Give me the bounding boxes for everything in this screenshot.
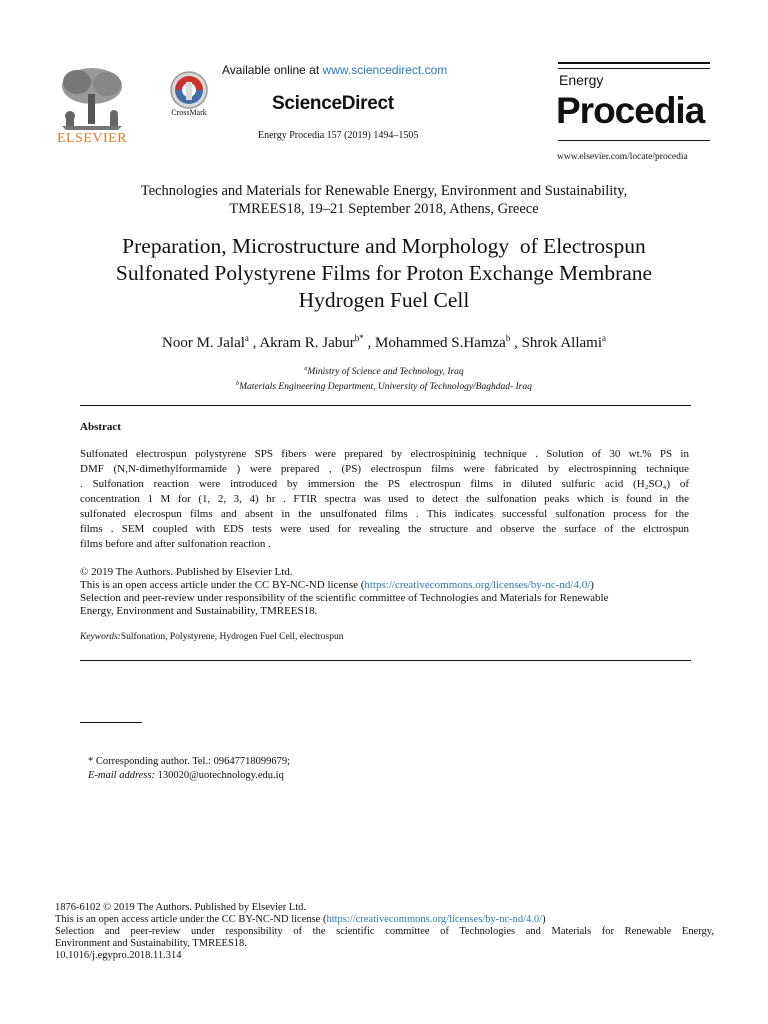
- corresponding-author: * Corresponding author. Tel.: 09647718099679;: [88, 756, 291, 767]
- affiliation-text: Ministry of Science and Technology, Iraq: [307, 367, 464, 378]
- peer-review-line-1: Selection and peer-review under responsibility of the scientific committee of Technologies and Materials for Renewable: [80, 592, 609, 604]
- author-affil-sup: a: [244, 333, 249, 343]
- bottom-license-line: [55, 914, 714, 926]
- conference-line-1: Technologies and Materials for Renewable Energy, Environment and Sustainability,: [140, 183, 628, 199]
- sciencedirect-link[interactable]: www.sciencedirect.com: [322, 63, 448, 77]
- sciencedirect-wordmark: ScienceDirect: [272, 93, 394, 114]
- title-line-2: Sulfonated Polystyrene Films for Proton Exchange Membrane: [115, 261, 653, 285]
- author-name: Shrok Allami: [521, 335, 602, 351]
- doi[interactable]: 10.1016/j.egypro.2018.11.314: [55, 950, 182, 961]
- abstract-line: concentration 1 M for (1, 2, 3, 4) hr . FTIR spectra was used to detect the sulfonation peaks which is found in the: [80, 493, 689, 505]
- peer-review-line-2: Energy, Environment and Sustainability, TMREES18.: [80, 605, 318, 617]
- abstract-heading: Abstract: [80, 421, 121, 433]
- bottom-peer-review-1: Selection and peer-review under responsibility of the scientific committee of Technologies and Materials for Renewable Energy,: [55, 926, 714, 937]
- author-name: Noor M. Jalal: [162, 335, 245, 351]
- affiliation-text: Materials Engineering Department, University of Technology/Baghdad- Iraq: [239, 382, 532, 393]
- keywords: [80, 632, 344, 642]
- affiliations: [40, 363, 728, 393]
- copyright-block: [80, 566, 691, 618]
- abstract-line: sulfonated elecrospun films and absent in the unsulfonated films . This indicates successful sulfonation process for the: [80, 508, 689, 520]
- abstract-line: Sulfonated electrospun polystyrene SPS fibers were prepared by electrospininig technique . Solution of 30 wt.% PS in: [80, 448, 689, 460]
- footnote-rule: [80, 722, 142, 723]
- author-sep: ,: [248, 335, 260, 351]
- title-line-1: Preparation, Microstructure and Morphology of Electrospun: [122, 234, 646, 258]
- journal-logo-procedia: Procedia: [556, 90, 705, 131]
- affiliation-b: [40, 378, 728, 393]
- abstract-line: . Sulfonation reaction were introduced by immersion the PS electrospun films in diluted sulfuric acid (H₂SO₄) of: [80, 478, 689, 490]
- journal-logo-rule-top-thin: [558, 68, 710, 69]
- footnote: [88, 755, 290, 783]
- license-line: [80, 579, 691, 592]
- paper-title: [40, 233, 728, 314]
- author-sep: ,: [510, 335, 522, 351]
- journal-logo-rule-top: [558, 62, 710, 64]
- license-suffix: ): [542, 914, 546, 925]
- available-prefix: Available online at: [222, 63, 323, 77]
- author-name: Akram R. Jabur: [259, 335, 355, 351]
- email-line: [88, 769, 290, 783]
- journal-logo-rule-bottom: [558, 140, 710, 141]
- author-sep: ,: [363, 335, 375, 351]
- journal-reference: Energy Procedia 157 (2019) 1494–1505: [258, 130, 419, 141]
- license-prefix: This is an open access article under the CC BY-NC-ND license (: [55, 914, 327, 925]
- keywords-text: Sulfonation, Polystyrene, Hydrogen Fuel Cell, electrospun: [120, 632, 344, 642]
- abstract-top-rule: [80, 405, 691, 406]
- author-list: [40, 333, 728, 352]
- license-suffix: ): [590, 579, 594, 591]
- elsevier-wordmark: ELSEVIER: [56, 131, 128, 146]
- author-1: [162, 335, 259, 351]
- available-online: [222, 63, 447, 77]
- affiliation-sup: a: [304, 366, 308, 372]
- author-3: [375, 335, 522, 351]
- title-line-3: Hydrogen Fuel Cell: [298, 288, 470, 312]
- abstract-line: films . SEM coupled with EDS tests were used for revealing the structure and observe the surface of the elctrospun: [80, 523, 689, 535]
- author-affil-sup: a: [601, 333, 606, 343]
- affiliation-a: [40, 363, 728, 378]
- author-2: [259, 335, 375, 351]
- author-affil-sup: b: [505, 333, 511, 343]
- license-prefix: This is an open access article under the CC BY-NC-ND license (: [80, 579, 365, 591]
- abstract-last-line: films before and after sulfonation reaction .: [80, 538, 271, 550]
- conference-line-2: TMREES18, 19–21 September 2018, Athens, Greece: [229, 201, 539, 217]
- abstract-body: [80, 447, 689, 552]
- keywords-label: Keywords:: [80, 632, 121, 642]
- email-label: E-mail address:: [88, 770, 155, 781]
- crossmark-label: CrossMark: [171, 108, 207, 117]
- author-4: [522, 335, 606, 351]
- license-link[interactable]: https://creativecommons.org/licenses/by-nc-nd/4.0/: [364, 579, 591, 591]
- copyright-line: © 2019 The Authors. Published by Elsevier Ltd.: [80, 566, 293, 578]
- email-address[interactable]: 130020@uotechnology.edu.iq: [154, 770, 284, 781]
- conference-info: [40, 182, 728, 218]
- affiliation-sup: b: [236, 381, 240, 388]
- author-name: Mohammed S.Hamza: [375, 335, 506, 351]
- abstract-bottom-rule: [80, 660, 691, 661]
- issn-line: 1876-6102 © 2019 The Authors. Published by Elsevier Ltd.: [55, 902, 307, 913]
- abstract-line: DMF (N,N-dimethylformamide ) were prepared , (PS) electrospun films were fabricated by electrospinning technique: [80, 463, 689, 475]
- bottom-license-link[interactable]: https://creativecommons.org/licenses/by-nc-nd/4.0/: [326, 914, 543, 925]
- author-affil-sup: b*: [354, 333, 364, 343]
- bottom-copyright: [55, 902, 714, 962]
- journal-logo-energy: Energy: [559, 72, 604, 88]
- journal-url[interactable]: www.elsevier.com/locate/procedia: [557, 152, 688, 162]
- bottom-peer-review-2: Environment and Sustainability, TMREES18.: [55, 938, 247, 949]
